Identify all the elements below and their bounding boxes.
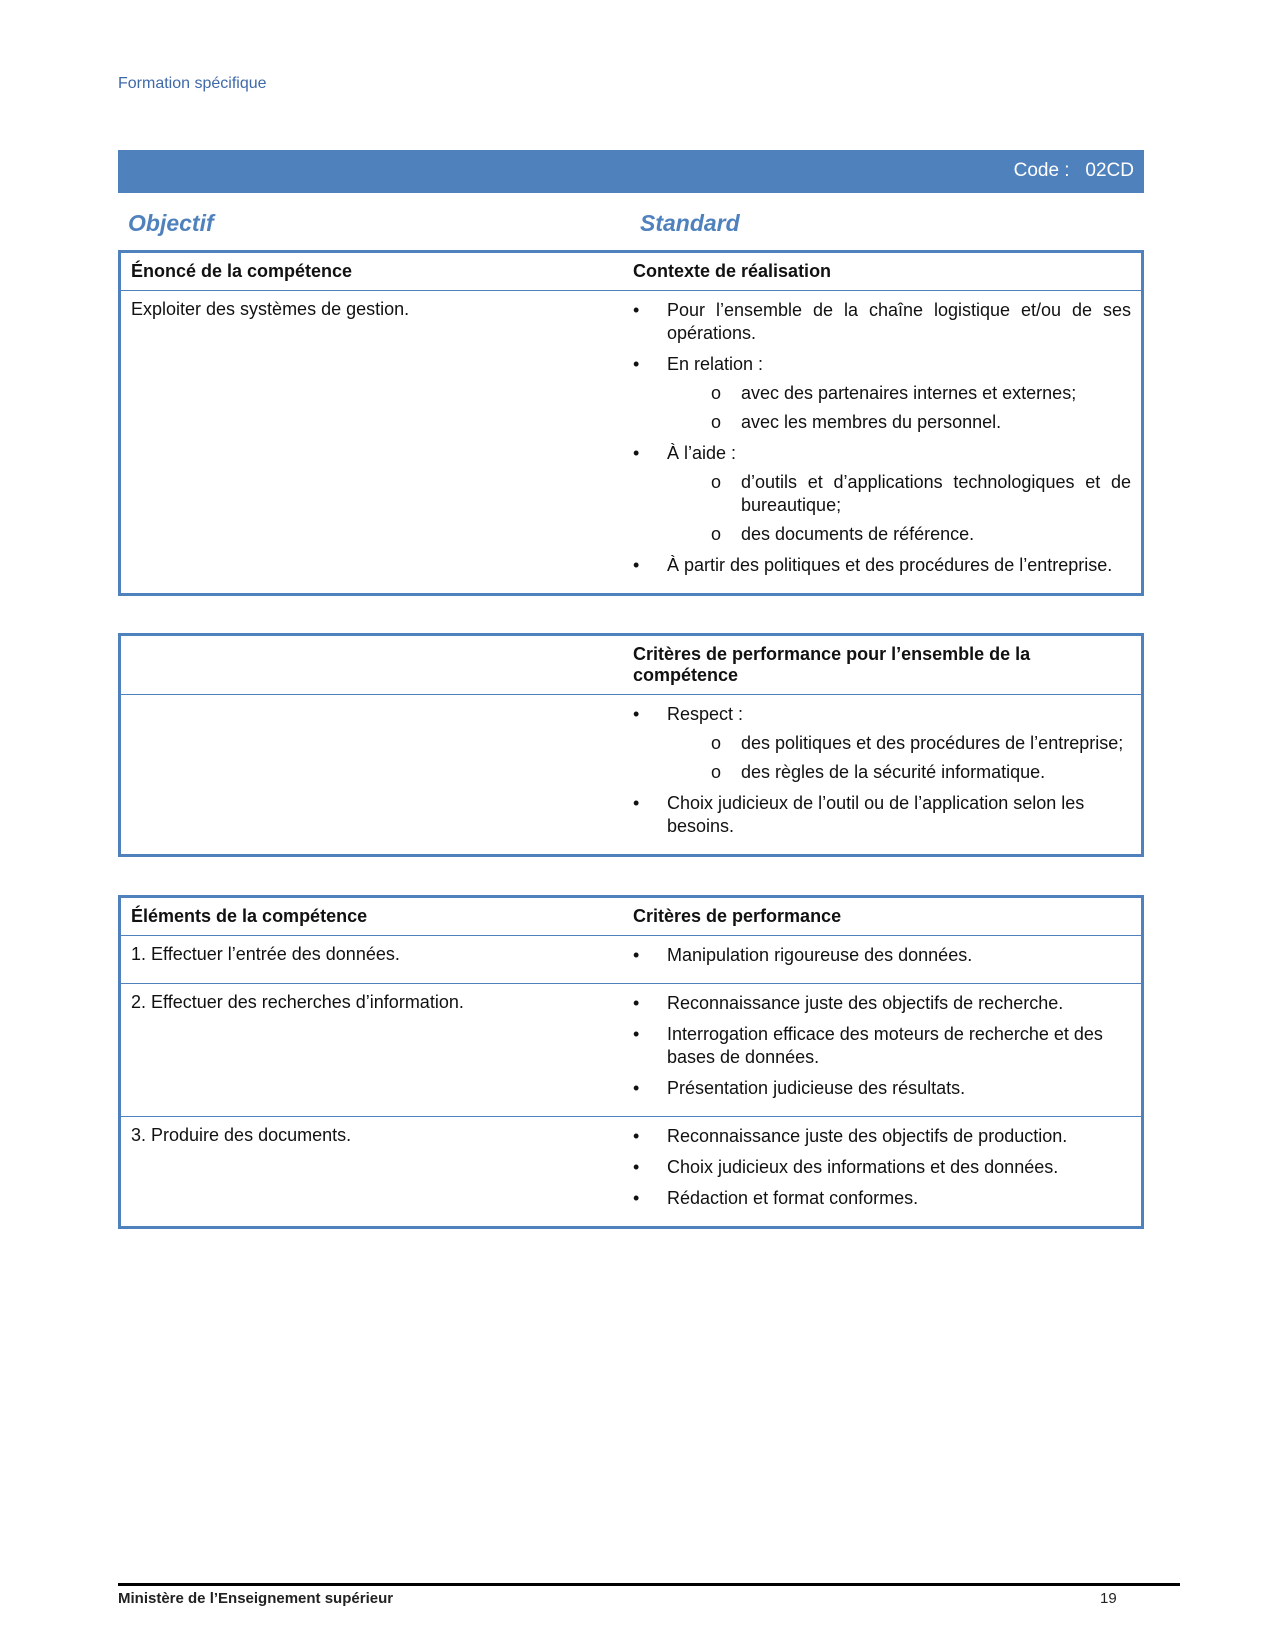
- footer-ministry: Ministère de l’Enseignement supérieur: [118, 1590, 394, 1607]
- enonce-header: Énoncé de la compétence: [131, 261, 353, 281]
- enonce-table: [118, 250, 1144, 596]
- list-item-text: Choix judicieux de l’outil ou de l’application selon les besoins.: [667, 793, 1085, 836]
- criteres-ensemble-list-cell: [633, 695, 1141, 854]
- sub-list: [667, 732, 1131, 784]
- list-item-text: Respect :: [667, 704, 744, 724]
- criterion-item: • Reconnaissance juste des objectifs de production.: [633, 1125, 1131, 1148]
- criteres-ensemble-table: [118, 633, 1144, 857]
- list-item: [633, 703, 1131, 784]
- element-criteria-cell: [633, 1117, 1141, 1226]
- list-item-text: À l’aide :: [667, 443, 737, 463]
- sub-list-item: o des documents de référence.: [667, 523, 1131, 546]
- criteria-list: [633, 992, 1131, 1100]
- criteres-ensemble-body-row: [121, 695, 1141, 854]
- empty-body-cell: [121, 695, 633, 854]
- objectif-label: Objectif: [128, 210, 214, 236]
- criterion-item: • Reconnaissance juste des objectifs de recherche.: [633, 992, 1131, 1015]
- list-item-text: Pour l’ensemble de la chaîne logistique et/ou de ses opérations.: [667, 300, 1131, 343]
- list-item-text: À partir des politiques et des procédures de l’entreprise.: [667, 555, 1113, 575]
- criteres-header: Critères de performance: [633, 906, 842, 926]
- criteria-list: [633, 1125, 1131, 1210]
- criterion-item: • Choix judicieux des informations et des données.: [633, 1156, 1131, 1179]
- criterion-item: • Interrogation efficace des moteurs de recherche et des bases de données.: [633, 1023, 1131, 1069]
- elements-header: Éléments de la compétence: [131, 906, 368, 926]
- contexte-list: [633, 299, 1131, 577]
- element-label: 3. Produire des documents.: [131, 1125, 352, 1145]
- element-label: 1. Effectuer l’entrée des données.: [131, 944, 400, 964]
- list-item: [633, 299, 1131, 345]
- criteria-list: [633, 944, 1131, 967]
- sub-list-item: o des règles de la sécurité informatique.: [667, 761, 1131, 784]
- element-row: [121, 984, 1141, 1117]
- contexte-list-cell: [633, 291, 1141, 593]
- criterion-item: • Présentation judicieuse des résultats.: [633, 1077, 1131, 1100]
- empty-header-cell: [121, 636, 633, 694]
- enonce-header-row: [121, 253, 1141, 291]
- criterion-item: • Manipulation rigoureuse des données.: [633, 944, 1131, 967]
- criterion-item: • Rédaction et format conformes.: [633, 1187, 1131, 1210]
- elements-header-row: [121, 898, 1141, 936]
- list-item: [633, 554, 1131, 577]
- criteres-ensemble-header: Critères de performance pour l’ensemble de la compétence: [633, 644, 1031, 685]
- criteres-ensemble-header-row: [121, 636, 1141, 695]
- element-row: [121, 1117, 1141, 1226]
- list-item: [633, 442, 1131, 546]
- standard-label: Standard: [640, 210, 740, 236]
- criteres-ensemble-list: [633, 703, 1131, 838]
- enonce-body-row: [121, 291, 1141, 593]
- footer-rule: [118, 1583, 1180, 1586]
- running-title: Formation spécifique: [118, 75, 267, 92]
- sub-list-item: o avec les membres du personnel.: [667, 411, 1131, 434]
- list-item: [633, 792, 1131, 838]
- list-item-text: En relation :: [667, 354, 764, 374]
- code-bar: Code : 02CD: [118, 150, 1144, 193]
- element-criteria-cell: [633, 936, 1141, 983]
- page-number: 19: [1100, 1590, 1117, 1607]
- sub-list: [667, 382, 1131, 434]
- list-item: [633, 353, 1131, 434]
- competence-statement: Exploiter des systèmes de gestion.: [131, 299, 410, 319]
- elements-table: [118, 895, 1144, 1229]
- element-row: [121, 936, 1141, 984]
- sub-list-item: o d’outils et d’applications technologiques et de bureautique;: [667, 471, 1131, 517]
- contexte-header: Contexte de réalisation: [633, 261, 832, 281]
- sub-list: [667, 471, 1131, 546]
- element-criteria-cell: [633, 984, 1141, 1116]
- section-labels: [118, 210, 1144, 240]
- element-label: 2. Effectuer des recherches d’information.: [131, 992, 464, 1012]
- sub-list-item: o avec des partenaires internes et externes;: [667, 382, 1131, 405]
- sub-list-item: o des politiques et des procédures de l’entreprise;: [667, 732, 1131, 755]
